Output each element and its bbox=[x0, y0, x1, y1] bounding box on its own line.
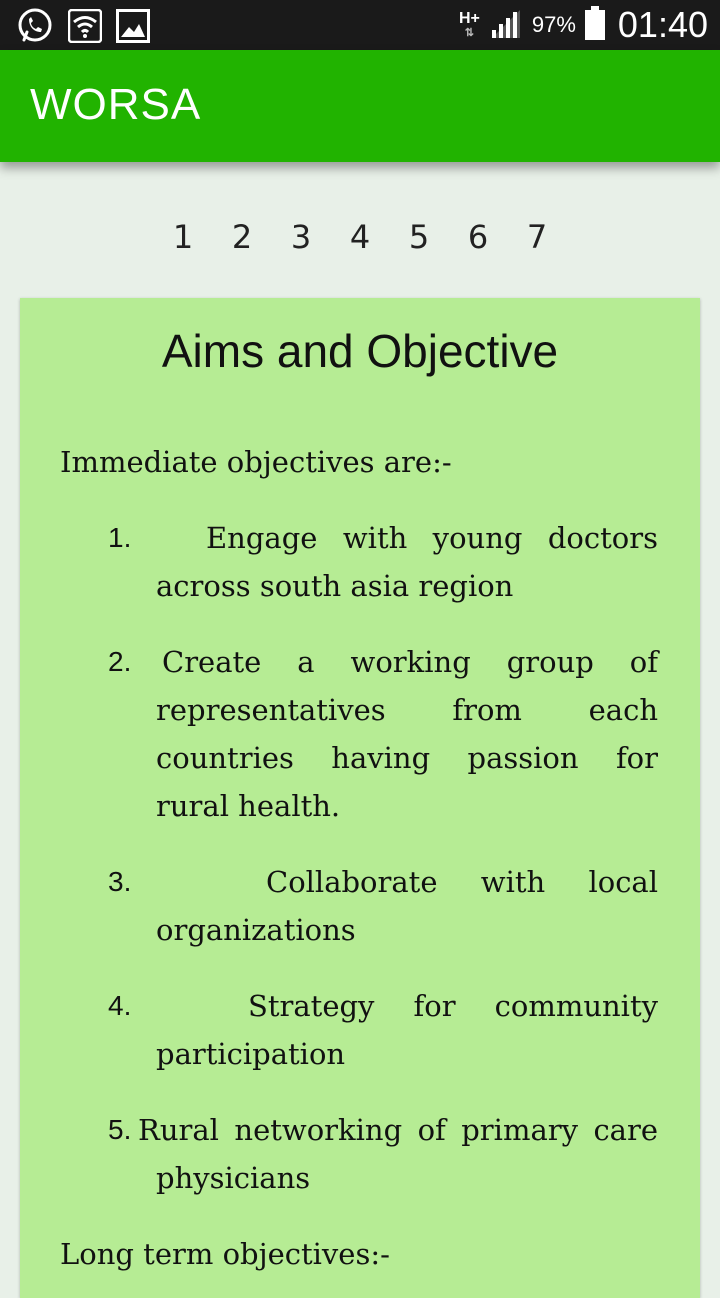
long-term-objectives-heading: Long term objectives:- bbox=[60, 1237, 390, 1271]
page-link-1[interactable]: 1 bbox=[172, 218, 194, 256]
card-title: Aims and Objective bbox=[161, 325, 559, 377]
objective-number: 5. bbox=[108, 1114, 132, 1145]
objective-line: Strategy for community bbox=[248, 989, 658, 1023]
clock: 01:40 bbox=[617, 4, 708, 45]
objective-item-2 bbox=[108, 638, 658, 830]
signal-strength-icon bbox=[488, 6, 524, 45]
network-label: H+ bbox=[458, 10, 480, 27]
status-bar bbox=[0, 0, 720, 50]
objective-line: Rural networking of primary care bbox=[138, 1113, 658, 1147]
objective-number: 3. bbox=[108, 866, 132, 897]
objective-item-1 bbox=[108, 514, 658, 610]
notification-icons bbox=[16, 6, 150, 46]
whatsapp-icon bbox=[16, 7, 54, 45]
image-icon bbox=[116, 9, 150, 43]
data-activity-icon: ⇅ bbox=[464, 27, 475, 39]
app-bar bbox=[0, 50, 720, 162]
battery-percent: 97% bbox=[531, 12, 576, 37]
page-selector bbox=[0, 218, 720, 256]
page-link-6[interactable]: 6 bbox=[467, 218, 489, 256]
objective-line: Collaborate with local bbox=[266, 865, 658, 899]
objective-number: 1. bbox=[108, 522, 132, 553]
battery-icon bbox=[584, 6, 606, 45]
objective-item-3 bbox=[108, 858, 658, 954]
system-status bbox=[459, 0, 708, 50]
objective-line: organizations bbox=[156, 913, 356, 947]
network-type-indicator bbox=[459, 11, 480, 39]
page-link-2[interactable]: 2 bbox=[231, 218, 253, 256]
objective-item-4 bbox=[108, 982, 658, 1078]
objective-line: Engage with young doctors bbox=[206, 521, 658, 555]
objective-line: across south asia region bbox=[156, 569, 514, 603]
objective-line: Create a working group of bbox=[162, 645, 658, 679]
objective-line: rural health. bbox=[156, 789, 341, 823]
content-card bbox=[20, 298, 700, 1298]
page-link-5[interactable]: 5 bbox=[408, 218, 430, 256]
objective-line: representatives from each bbox=[156, 693, 658, 727]
objective-line: countries having passion for bbox=[156, 741, 658, 775]
wifi-icon bbox=[68, 9, 102, 43]
objective-item-5 bbox=[108, 1106, 658, 1202]
objective-line: participation bbox=[156, 1037, 346, 1071]
immediate-objectives-heading: Immediate objectives are:- bbox=[60, 445, 452, 479]
objective-line: physicians bbox=[156, 1161, 311, 1195]
page-link-4[interactable]: 4 bbox=[349, 218, 371, 256]
app-title: WORSA bbox=[30, 80, 202, 129]
page-link-3[interactable]: 3 bbox=[290, 218, 312, 256]
page-link-7[interactable]: 7 bbox=[526, 218, 548, 256]
objective-number: 2. bbox=[108, 646, 132, 677]
objective-number: 4. bbox=[108, 990, 132, 1021]
